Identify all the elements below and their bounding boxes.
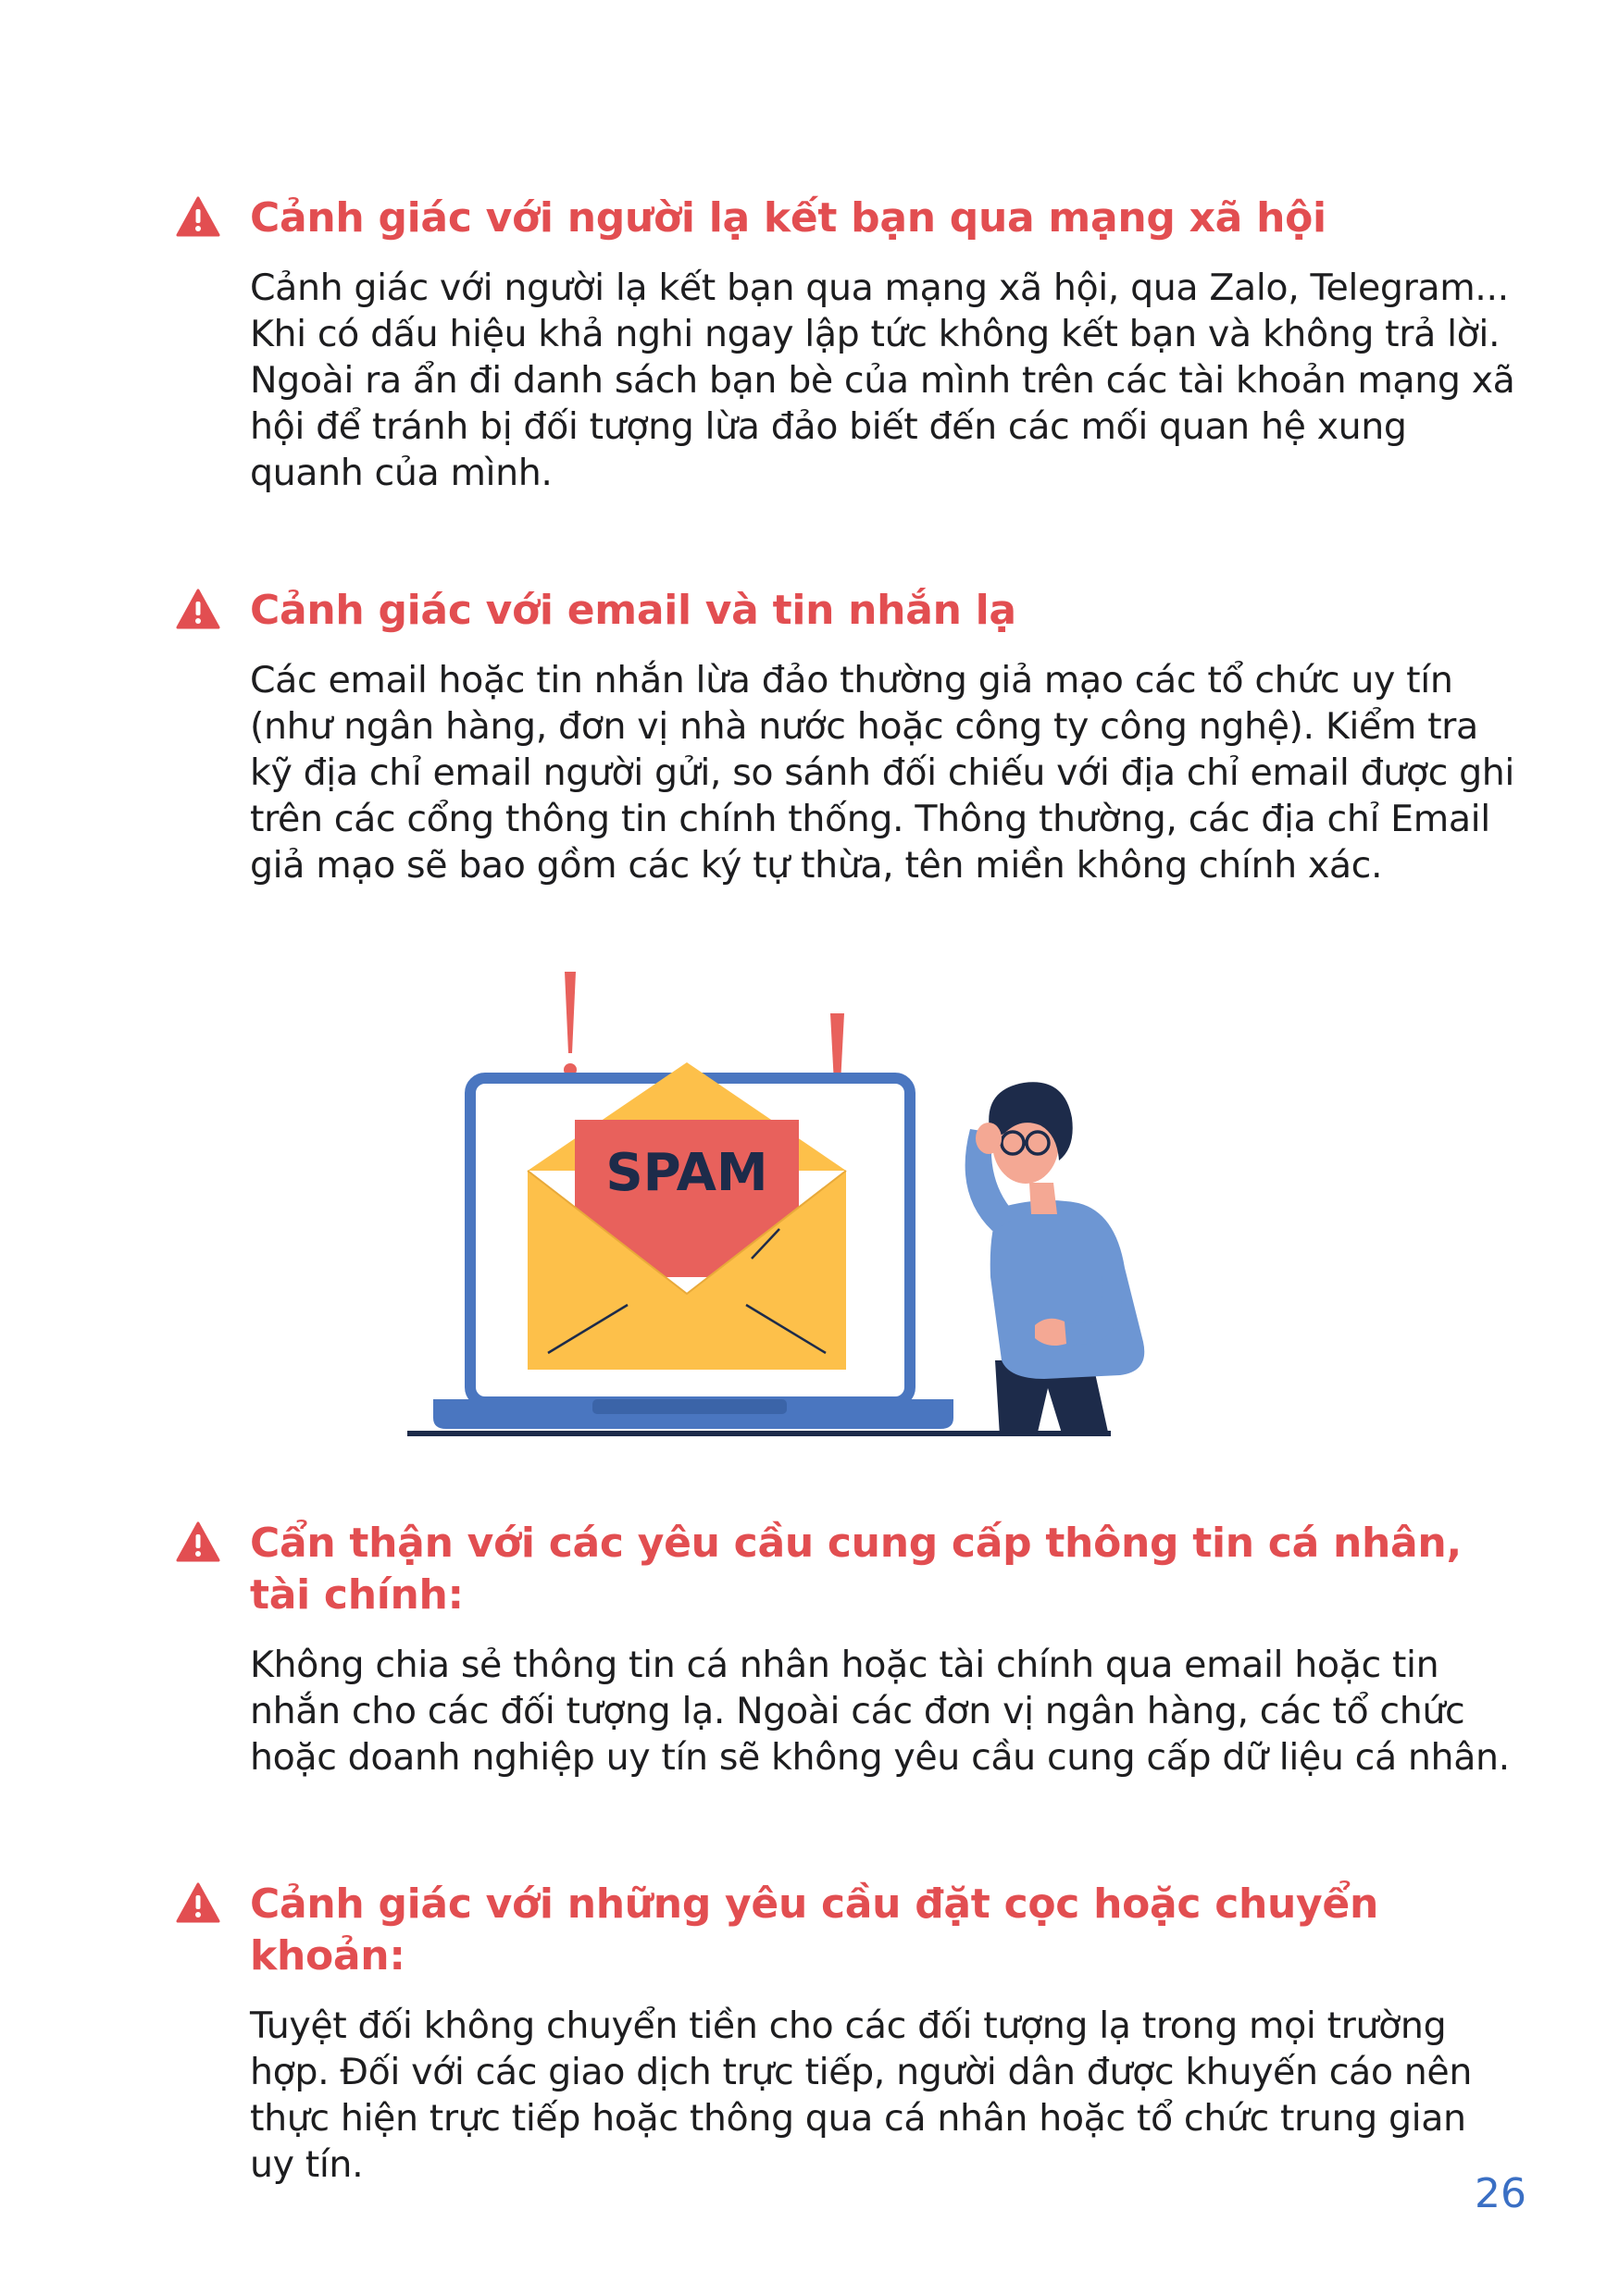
warning-icon [176, 1521, 220, 1562]
heading-text: Cẩn thận với các yêu cầu cung cấp thông tin cá nhân, tài chính: [250, 1520, 1462, 1619]
heading-text: Cảnh giác với email và tin nhắn lạ [250, 587, 1016, 634]
spam-label: SPAM [605, 1143, 768, 1203]
exclamation-icon [564, 972, 577, 1076]
section-1 [176, 192, 1515, 496]
person-icon [965, 1082, 1145, 1436]
spam-illustration [389, 953, 1222, 1453]
warning-icon [176, 589, 220, 629]
body-text: Cảnh giác với người lạ kết bạn qua mạng xã hội, qua Zalo, Telegram... Khi có dấu hiệu khả nghi ngay lập tức không kết bạn và không trả lời. Ngoài ra ẩn đi danh sách bạn bè của mình trên các tài khoản mạng xã hội để tránh bị đối tượng lừa đảo biết đến các mối quan hệ xung quanh của mình. [250, 267, 1515, 494]
section-3 [176, 1518, 1509, 1781]
body-text: Tuyệt đối không chuyển tiền cho các đối tượng lạ trong mọi trường hợp. Đối với các giao dịch trực tiếp, người dân được khuyến cáo nên thực hiện trực tiếp hoặc thông qua cá nhân hoặc tổ chức trung gian uy tín. [250, 2004, 1472, 2186]
warning-icon [176, 196, 220, 237]
heading-text: Cảnh giác với những yêu cầu đặt cọc hoặc chuyển khoản: [250, 1880, 1378, 1980]
body-text: Không chia sẻ thông tin cá nhân hoặc tài chính qua email hoặc tin nhắn cho các đối tượng lạ. Ngoài các đơn vị ngân hàng, các tổ chức hoặc doanh nghiệp uy tín sẽ không yêu cầu cung cấp dữ liệu cá nhân. [250, 1644, 1510, 1779]
body-text: Các email hoặc tin nhắn lừa đảo thường giả mạo các tổ chức uy tín (như ngân hàng, đơn vị nhà nước hoặc công ty công nghệ). Kiểm tra kỹ địa chỉ email người gửi, so sánh đối chiếu với địa chỉ email được ghi trên các cổng thông tin chính thống. Thông thường, các địa chỉ Email giả mạo sẽ bao gồm các ký tự thừa, tên miền không chính xác. [250, 659, 1515, 887]
page-number: 26 [1475, 2170, 1526, 2217]
section-2 [176, 585, 1515, 888]
section-4 [176, 1879, 1509, 2188]
section-heading [176, 192, 1509, 244]
heading-text: Cảnh giác với người lạ kết bạn qua mạng xã hội [250, 194, 1326, 242]
section-heading [176, 585, 1509, 637]
section-heading [176, 1879, 1509, 1982]
section-heading [176, 1518, 1509, 1621]
warning-icon [176, 1882, 220, 1923]
